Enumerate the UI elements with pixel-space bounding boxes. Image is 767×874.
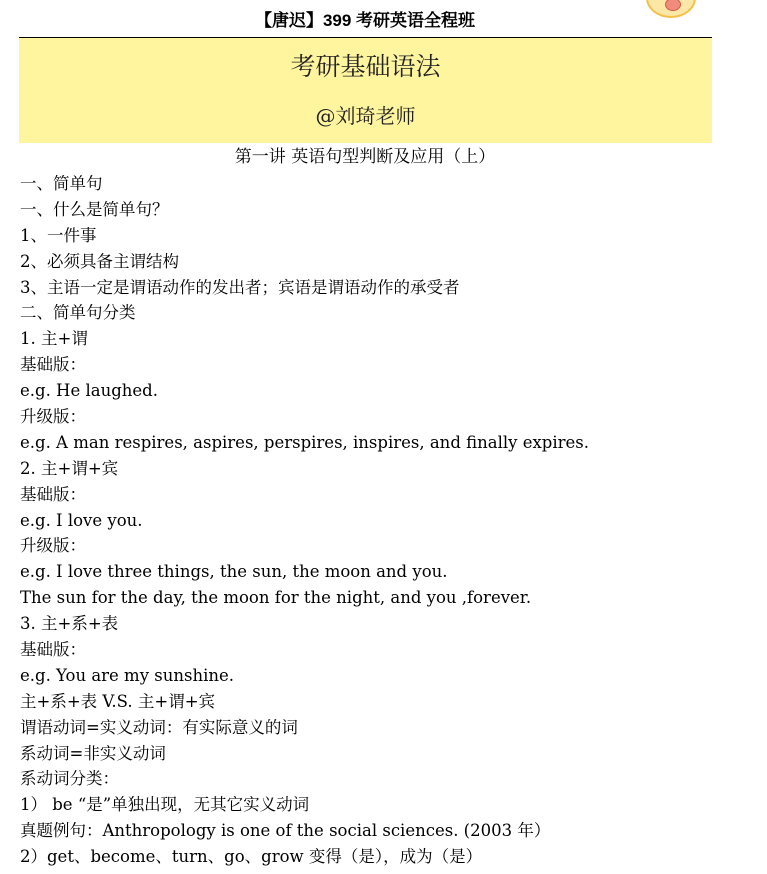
subsection-heading: 二、简单句分类: [20, 303, 136, 323]
example-sentence: e.g. You are my sunshine.: [20, 665, 235, 685]
title-banner: [19, 38, 712, 143]
level-label: 基础版：: [20, 640, 86, 660]
comparison-line: 主+系+表 V.S. 主+谓+宾: [20, 691, 216, 711]
list-item: 1、一件事: [20, 225, 97, 245]
level-label: 基础版：: [20, 484, 86, 504]
level-label: 升级版：: [20, 407, 86, 427]
example-sentence: e.g. A man respires, aspires, perspires, inspires, and finally expires.: [20, 432, 589, 452]
level-label: 基础版：: [20, 355, 86, 375]
example-sentence: The sun for the day, the moon for the night, and you ,forever.: [20, 588, 532, 608]
definition-line: 系动词=非实义动词: [20, 743, 166, 763]
pattern-heading: 3. 主+系+表: [20, 614, 119, 634]
example-sentence: e.g. I love you.: [20, 510, 143, 530]
example-sentence: e.g. He laughed.: [20, 381, 158, 401]
pattern-heading: 1. 主+谓: [20, 329, 88, 349]
list-item: 1） be “是”单独出现，无其它实义动词: [20, 795, 310, 815]
classification-heading: 系动词分类：: [20, 769, 119, 789]
example-sentence: e.g. I love three things, the sun, the moon and you.: [20, 562, 448, 582]
course-header-title: 【唐迟】399 考研英语全程班: [254, 11, 476, 30]
banner-author: @刘琦老师: [315, 104, 416, 128]
section-heading: 一、简单句: [20, 174, 103, 193]
exam-example: 真题例句：Anthropology is one of the social sciences. (2003 年）: [20, 821, 551, 841]
definition-line: 谓语动词=实义动词：有实际意义的词: [20, 717, 298, 737]
logo-mark: [665, 0, 681, 11]
list-item: 2）get、become、turn、go、grow 变得（是），成为（是）: [20, 847, 483, 867]
lecture-title: 第一讲 英语句型判断及应用（上）: [234, 147, 496, 167]
subsection-heading: 一、什么是简单句？: [20, 199, 169, 219]
document-body: [20, 171, 740, 870]
level-label: 升级版：: [20, 536, 86, 556]
banner-title: 考研基础语法: [290, 52, 441, 81]
pattern-heading: 2. 主+谓+宾: [20, 458, 119, 478]
list-item: 2、必须具备主谓结构: [20, 251, 179, 271]
list-item: 3、主语一定是谓语动作的发出者；宾语是谓语动作的承受者: [20, 277, 460, 297]
